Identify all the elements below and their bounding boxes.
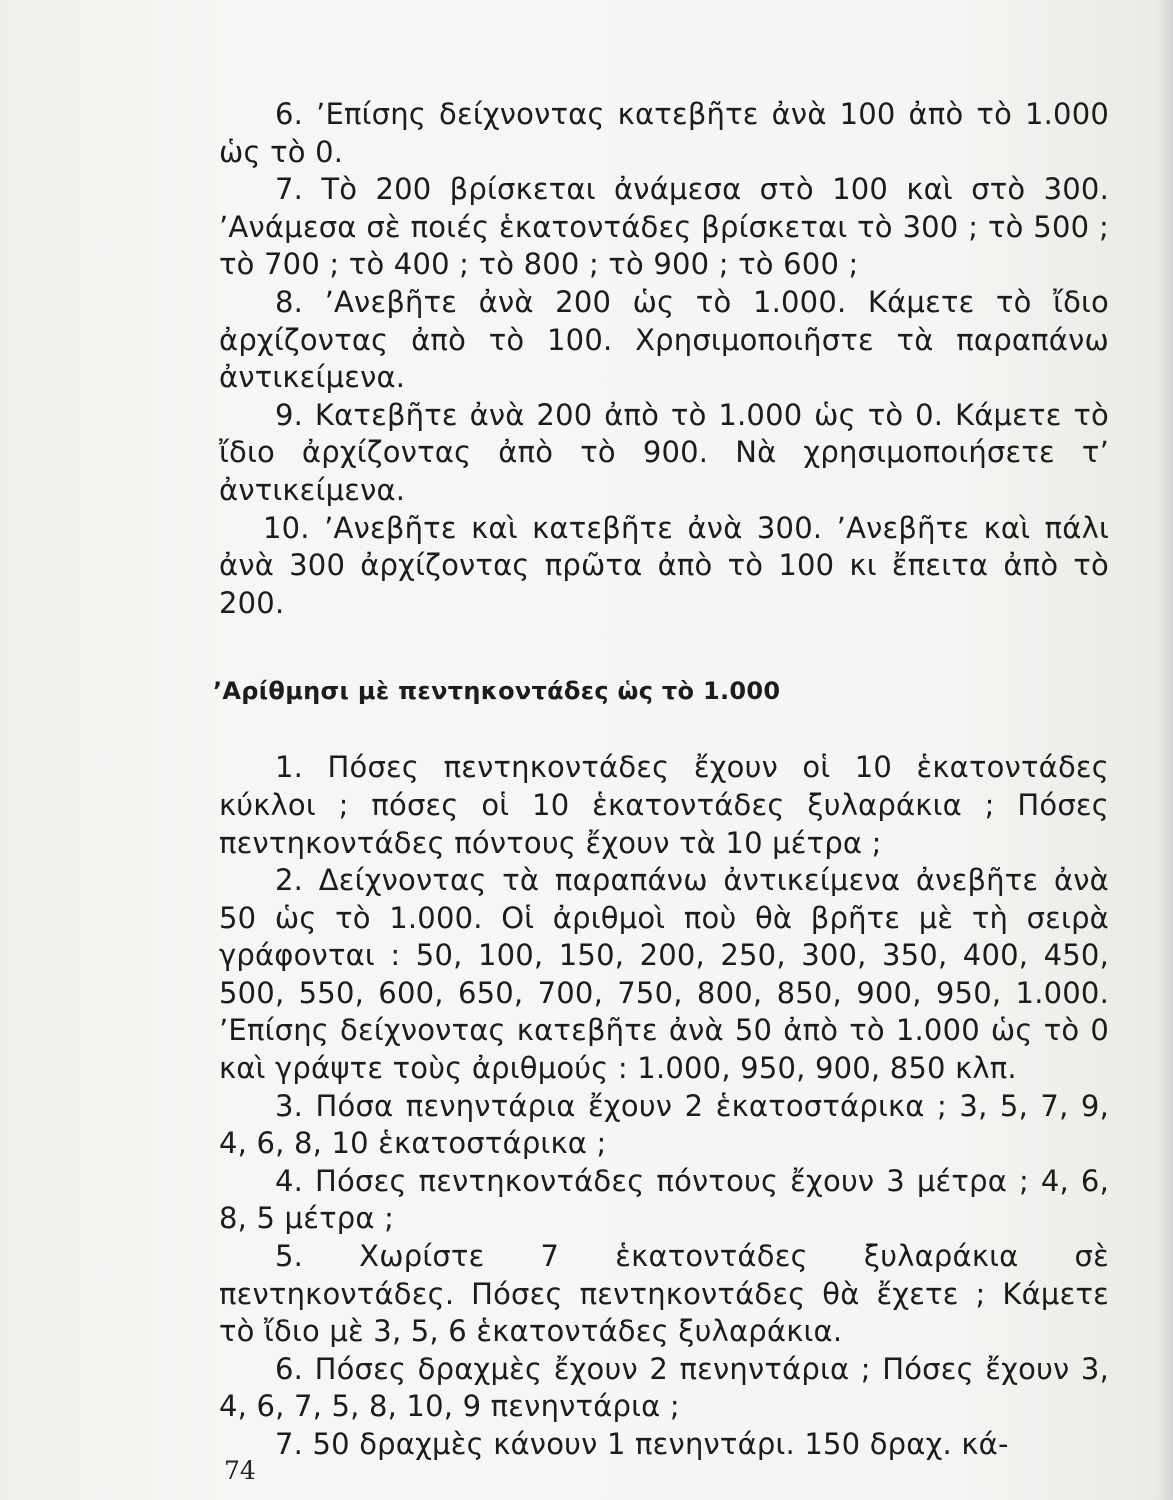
exercise-number: 3. (275, 1088, 304, 1123)
exercise-number: 7. (275, 1427, 304, 1461)
exercise-text: Δείχνοντας τὰ παραπάνω ἀντικείμενα ἀνεβῆτε ἀνὰ 50 ὡς τὸ 1.000. Οἱ ἀριθμοὶ ποὺ θὰ βρῆτε μὲ τὴ σειρὰ γράφονται : 50, 100, 150, 200, 250, 300, 350, 400, 450, 500, 550, 600, 650, 700, 750, 800, 850, 900, 950, 1.000. ’Επίσης δείχνοντας κατεβῆτε ἀνὰ 50 ἀπὸ τὸ 1.000 ὡς τὸ 0 καὶ γράψτε τοὺς ἀριθμούς : 1.000, 950, 900, 850 κλπ. (219, 863, 1109, 1086)
exercise-8 (219, 284, 1109, 397)
exercise-number: 4. (275, 1163, 304, 1198)
exercise-6 (219, 96, 1109, 171)
section-heading: ’Αρίθμησι μὲ πεντηκοντάδες ὡς τὸ 1.000 (213, 677, 781, 706)
page-edge-shadow (1155, 0, 1173, 1500)
exercise-number: 5. (275, 1239, 304, 1274)
exercise-text: ’Ανεβῆτε καὶ κατεβῆτε ἀνὰ 300. ’Ανεβῆτε καὶ πάλι ἀνὰ 300 ἀρχίζοντας πρῶτα ἀπὸ τὸ 100 κι ἔπειτα ἀπὸ τὸ 200. (219, 510, 1109, 620)
exercise-text: ’Επίσης δείχνοντας κατεβῆτε ἀνὰ 100 ἀπὸ τὸ 1.000 ὡς τὸ 0. (219, 97, 1109, 169)
exercise-number: 10. (263, 510, 310, 545)
exercise-text: 50 δραχμὲς κάνουν 1 πενηντάρι. 150 δραχ. κά- (312, 1427, 1009, 1461)
exercise-number: 9. (275, 397, 304, 432)
exercise-number: 1. (275, 750, 304, 785)
exercise-7 (219, 171, 1109, 284)
exercise-text: Τὸ 200 βρίσκεται ἀνάμεσα στὸ 100 καὶ στὸ 300. ’Ανάμεσα σὲ ποιές ἑκατοντάδες βρίσκεται τὸ 300 ; τὸ 500 ; τὸ 700 ; τὸ 400 ; τὸ 800 ; τὸ 900 ; τὸ 600 ; (219, 172, 1110, 282)
exercise-4 (219, 1163, 1109, 1238)
exercise-text: Πόσες πεντηκοντάδες πόντους ἔχουν 3 μέτρα ; 4, 6, 8, 5 μέτρα ; (219, 1163, 1109, 1236)
exercise-9 (219, 397, 1109, 510)
exercise-text: ’Ανεβῆτε ἀνὰ 200 ὡς τὸ 1.000. Κάμετε τὸ ἴδιο ἀρχίζοντας ἀπὸ τὸ 100. Χρησιμοποιῆστε τὰ παραπάνω ἀντικείμενα. (219, 284, 1109, 395)
exercise-number: 2. (275, 863, 304, 898)
exercise-number: 8. (275, 284, 304, 319)
exercise-6b (219, 1351, 1109, 1426)
exercise-text: Κατεβῆτε ἀνὰ 200 ἀπὸ τὸ 1.000 ὡς τὸ 0. Κάμετε τὸ ἴδιο ἀρχίζοντας ἀπὸ τὸ 900. Νὰ χρησιμοποιήσετε τ’ ἀντικείμενα. (219, 397, 1109, 507)
exercise-text: Πόσα πενηντάρια ἔχουν 2 ἑκατοστάρικα ; 3, 5, 7, 9, 4, 6, 8, 10 ἑκατοστάρικα ; (219, 1088, 1109, 1161)
exercise-number: 6. (275, 97, 304, 131)
exercise-text: Πόσες δραχμὲς ἔχουν 2 πενηντάρια ; Πόσες ἔχουν 3, 4, 6, 7, 5, 8, 10, 9 πενηντάρια ; (219, 1351, 1109, 1424)
exercise-2 (219, 862, 1109, 1088)
exercise-3 (219, 1088, 1109, 1163)
page-body (213, 96, 1110, 1464)
exercise-number: 7. (275, 172, 304, 207)
exercise-10 (219, 510, 1109, 623)
exercise-5 (219, 1238, 1109, 1351)
exercise-7b (219, 1426, 1109, 1464)
exercise-text: Χωρίστε 7 ἑκατοντάδες ξυλαράκια σὲ πεντηκοντάδες. Πόσες πεντηκοντάδες θὰ ἔχετε ; Κάμετε τὸ ἴδιο μὲ 3, 5, 6 ἑκατοντάδες ξυλαράκια. (219, 1239, 1109, 1349)
exercise-number: 6. (275, 1351, 304, 1386)
exercise-text: Πόσες πεντηκοντάδες ἔχουν οἱ 10 ἑκατοντάδες κύκλοι ; πόσες οἱ 10 ἑκατοντάδες ξυλαράκια ; Πόσες πεντηκοντάδες πόντους ἔχουν τὰ 10 μέτρα ; (219, 750, 1109, 860)
exercise-1 (219, 749, 1109, 862)
page-number: 74 (224, 1456, 256, 1485)
